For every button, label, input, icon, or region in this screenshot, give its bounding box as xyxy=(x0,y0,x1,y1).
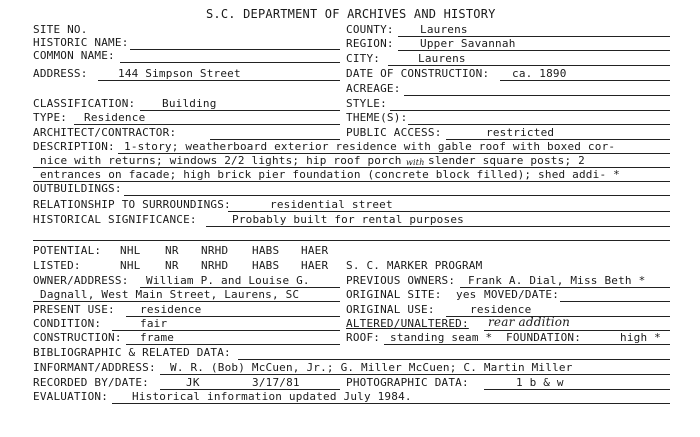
present-use-label: PRESENT USE: xyxy=(33,303,115,316)
potential-nhl: NHL xyxy=(120,244,141,257)
architect-label: ARCHITECT/CONTRACTOR: xyxy=(33,126,177,139)
bibliographic-line xyxy=(238,359,670,360)
historic-name-label: HISTORIC NAME: xyxy=(33,36,129,49)
evaluation-line xyxy=(112,403,670,404)
description-handwritten-with: with xyxy=(406,158,425,167)
acreage-label: ACREAGE: xyxy=(346,82,401,95)
original-use-value: residence xyxy=(470,303,532,316)
listed-nr: NR xyxy=(165,259,179,272)
photographic-data-label: PHOTOGRAPHIC DATA: xyxy=(346,376,469,389)
theme-line xyxy=(408,124,670,125)
listed-habs: HABS xyxy=(252,259,280,272)
original-site-label: ORIGINAL SITE: xyxy=(346,288,442,301)
classification-line xyxy=(140,110,340,111)
recorded-by-initials: JK xyxy=(186,376,200,389)
potential-haer: HAER xyxy=(301,244,329,257)
city-label: CITY: xyxy=(346,52,381,65)
type-value: Residence xyxy=(84,111,146,124)
city-value: Laurens xyxy=(418,52,466,65)
evaluation-value: Historical information updated July 1984. xyxy=(132,390,412,403)
city-line xyxy=(388,65,670,66)
potential-habs: HABS xyxy=(252,244,280,257)
foundation-label: FOUNDATION: xyxy=(506,331,582,344)
recorded-date: 3/17/81 xyxy=(252,376,300,389)
construction-label: CONSTRUCTION: xyxy=(33,331,122,344)
county-value: Laurens xyxy=(420,23,468,36)
theme-label: THEME(S): xyxy=(346,111,408,124)
significance-value: Probably built for rental purposes xyxy=(232,213,464,226)
previous-owners-value: Frank A. Dial, Miss Beth * xyxy=(468,274,646,287)
region-line xyxy=(398,50,670,51)
county-label: COUNTY: xyxy=(346,23,394,36)
relationship-value: residential street xyxy=(270,198,393,211)
altered-value: rear addition xyxy=(488,315,571,329)
date-of-construction-line xyxy=(500,80,670,81)
relationship-line xyxy=(228,211,670,212)
type-label: TYPE: xyxy=(33,111,68,124)
present-use-value: residence xyxy=(140,303,202,316)
photographic-data-value: 1 b & w xyxy=(516,376,564,389)
address-label: ADDRESS: xyxy=(33,67,88,80)
common-name-label: COMMON NAME: xyxy=(33,49,115,62)
outbuildings-line xyxy=(124,195,670,196)
bibliographic-label: BIBLIOGRAPHIC & RELATED DATA: xyxy=(33,346,231,359)
original-site-value: yes xyxy=(456,288,477,301)
recorded-by-label: RECORDED BY/DATE: xyxy=(33,376,149,389)
marker-program-label: S. C. MARKER PROGRAM xyxy=(346,259,483,272)
type-line xyxy=(74,124,340,125)
listed-label: LISTED: xyxy=(33,259,81,272)
construction-value: frame xyxy=(140,331,175,344)
previous-owners-label: PREVIOUS OWNERS: xyxy=(346,274,456,287)
public-access-value: restricted xyxy=(486,126,555,139)
description-line-2a: nice with returns; windows 2/2 lights; hip roof porch xyxy=(40,154,402,167)
relationship-label: RELATIONSHIP TO SURROUNDINGS: xyxy=(33,198,231,211)
construction-line xyxy=(126,344,340,345)
public-access-label: PUBLIC ACCESS: xyxy=(346,126,442,139)
owner-rule-2 xyxy=(33,301,340,302)
roof-label: ROOF: xyxy=(346,331,381,344)
address-value: 144 Simpson Street xyxy=(118,67,241,80)
region-label: REGION: xyxy=(346,37,394,50)
outbuildings-label: OUTBUILDINGS: xyxy=(33,182,122,195)
owner-label: OWNER/ADDRESS: xyxy=(33,274,129,287)
owner-line-2: Dagnall, West Main Street, Laurens, SC xyxy=(40,288,300,301)
region-value: Upper Savannah xyxy=(420,37,516,50)
informant-value: W. R. (Bob) McCuen, Jr.; G. Miller McCuen; C. Martin Miller xyxy=(170,361,573,374)
roof-value: standing seam * xyxy=(390,331,493,344)
foundation-value: high * xyxy=(620,331,661,344)
date-of-construction-label: DATE OF CONSTRUCTION: xyxy=(346,67,490,80)
description-line-2b: slender square posts; 2 xyxy=(428,154,585,167)
significance-label: HISTORICAL SIGNIFICANCE: xyxy=(33,213,197,226)
style-label: STYLE: xyxy=(346,97,387,110)
site-no-label: SITE NO. xyxy=(33,23,88,36)
potential-nr: NR xyxy=(165,244,179,257)
historic-name-line xyxy=(130,49,340,50)
potential-nrhd: NRHD xyxy=(201,244,229,257)
photographic-data-line xyxy=(484,389,670,390)
potential-label: POTENTIAL: xyxy=(33,244,102,257)
description-label: DESCRIPTION: xyxy=(33,140,115,153)
description-line-1: 1-story; weatherboard exterior residence with gable roof with boxed cor- xyxy=(124,140,616,153)
moved-date-label: MOVED/DATE: xyxy=(484,288,560,301)
listed-haer: HAER xyxy=(301,259,329,272)
classification-value: Building xyxy=(162,97,217,110)
classification-label: CLASSIFICATION: xyxy=(33,97,136,110)
address-line xyxy=(98,80,340,81)
moved-date-line xyxy=(560,301,670,302)
listed-nhl: NHL xyxy=(120,259,141,272)
informant-line xyxy=(160,374,670,375)
evaluation-label: EVALUATION: xyxy=(33,390,109,403)
description-rule-3 xyxy=(33,181,670,182)
owner-line-1: William P. and Louise G. xyxy=(146,274,310,287)
description-line-3: entrances on facade; high brick pier foundation (concrete block filled); shed addi- * xyxy=(40,168,620,181)
common-name-line xyxy=(120,62,340,63)
roof-line xyxy=(384,344,670,345)
original-use-label: ORIGINAL USE: xyxy=(346,303,435,316)
style-line xyxy=(390,110,670,111)
listed-nrhd: NRHD xyxy=(201,259,229,272)
blank-rule xyxy=(33,240,670,241)
acreage-line xyxy=(404,95,670,96)
significance-line xyxy=(206,226,670,227)
altered-label: ALTERED/UNALTERED: xyxy=(346,317,469,330)
informant-label: INFORMANT/ADDRESS: xyxy=(33,361,156,374)
condition-value: fair xyxy=(140,317,168,330)
form-header: S.C. DEPARTMENT OF ARCHIVES AND HISTORY xyxy=(206,7,496,21)
condition-label: CONDITION: xyxy=(33,317,102,330)
date-of-construction-value: ca. 1890 xyxy=(512,67,567,80)
